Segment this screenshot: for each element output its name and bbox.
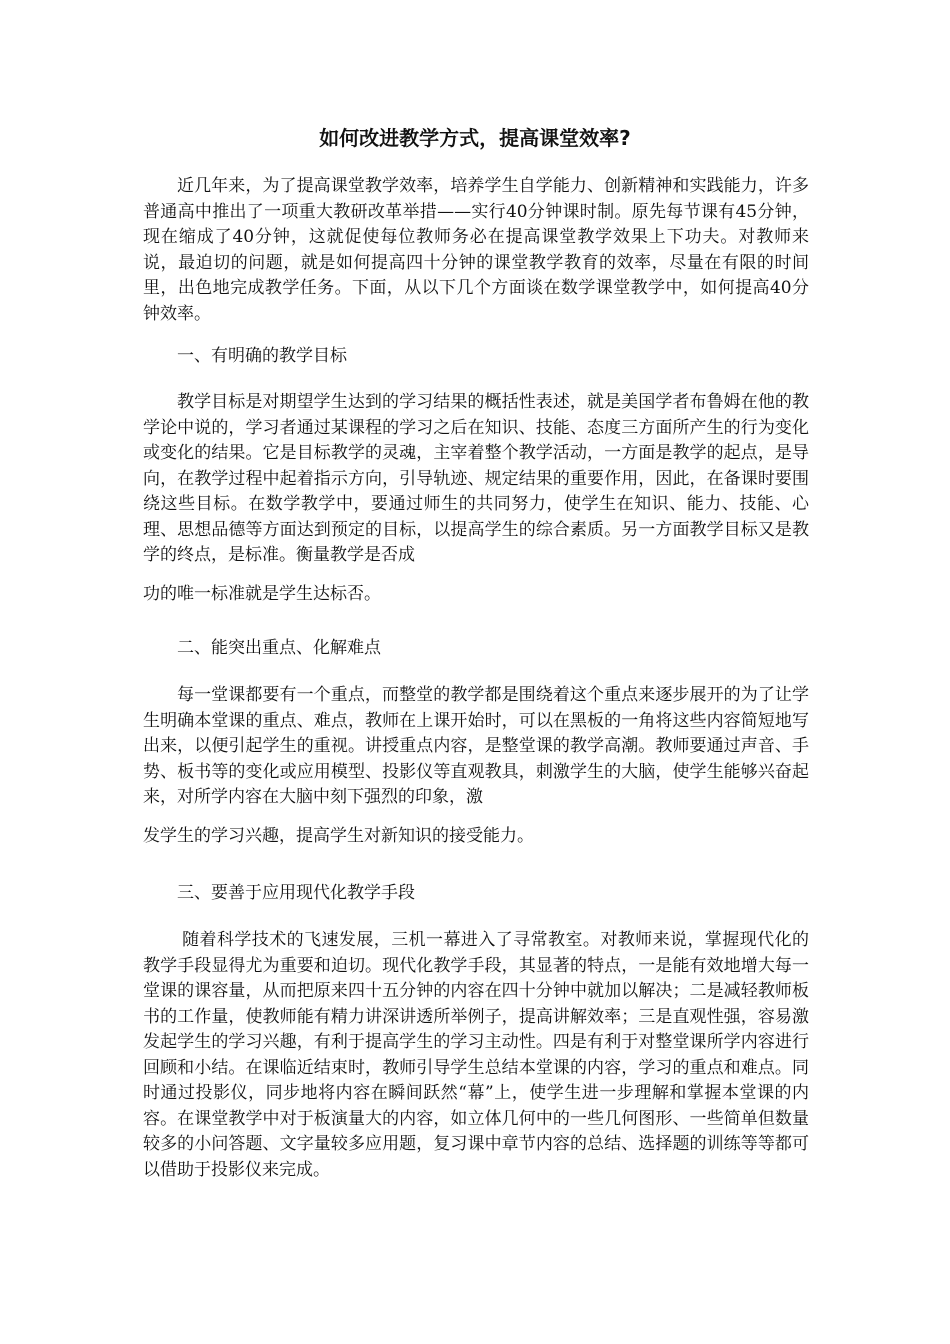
section-paragraph-3: 随着科学技术的飞速发展，三机一幕进入了寻常教室。对教师来说，掌握现代化的教学手段显得尤为重要和迫切。现代化教学手段，其显著的特点，一是能有效地增大每一堂课的课容量，从而把原来四十五分钟的内容在四十分钟中就加以解决；二是减轻教师板书的工作量，使教师能有精力讲深讲透所举例子，提高讲解效率；三是直观性强，容易激发起学生的学习兴趣，有利于提高学生的学习主动性。四是有利于对整堂课所学内容进行回顾和小结。在课临近结束时，教师引导学生总结本堂课的内容，学习的重点和难点。同时通过投影仪，同步地将内容在瞬间跃然“幕”上，使学生进一步理解和掌握本堂课的内容。在课堂教学中对于板演量大的内容，如立体几何中的一些几何图形、一些简单但数量较多的小问答题、文字量较多应用题，复习课中章节内容的总结、选择题的训练等等都可以借助于投影仪来完成。 [143, 930, 809, 1180]
page-title: 如何改进教学方式，提高课堂效率? [319, 126, 631, 150]
intro-paragraph: 近几年来，为了提高课堂教学效率，培养学生自学能力、创新精神和实践能力，许多普通高中推出了一项重大教研改革举措——实行40分钟课时制。原先每节课有45分钟，现在缩成了40分钟，这就促使每位教师务必在提高课堂教学效果上下功夫。对教师来说，最迫切的问题，就是如何提高四十分钟的课堂教学教育的效率，尽量在有限的时间里，出色地完成教学任务。下面，从以下几个方面谈在数学课堂教学中，如何提高40分钟效率。 [143, 176, 809, 324]
section-heading-3: 三、要善于应用现代化教学手段 [177, 883, 415, 903]
section-paragraph-2-body: 每一堂课都要有一个重点，而整堂的教学都是围绕着这个重点来逐步展开的为了让学生明确本堂课的重点、难点，教师在上课开始时，可以在黑板的一角将这些内容简短地写出来，以便引起学生的重视。讲授重点内容，是整堂课的教学高潮。教师要通过声音、手势、板书等的变化或应用模型、投影仪等直观教具，刺激学生的大脑，使学生能够兴奋起来，对所学内容在大脑中刻下强烈的印象，激 [143, 685, 809, 807]
section-heading-2: 二、能突出重点、化解难点 [177, 638, 381, 658]
section-paragraph-1-tail: 功的唯一标准就是学生达标否。 [143, 583, 381, 604]
section-paragraph-1-body: 教学目标是对期望学生达到的学习结果的概括性表述，就是美国学者布鲁姆在他的教学论中说的，学习者通过某课程的学习之后在知识、技能、态度三方面所产生的行为变化或变化的结果。它是目标教学的灵魂，主宰着整个教学活动，一方面是教学的起点，是导向，在教学过程中起着指示方向，引导轨迹、规定结果的重要作用，因此，在备课时要围绕这些目标。在数学教学中，要通过师生的共同努力，使学生在知识、能力、技能、心理、思想品德等方面达到预定的目标，以提高学生的综合素质。另一方面教学目标又是教学的终点，是标准。衡量教学是否成 [143, 392, 809, 565]
section-paragraph-2-tail: 发学生的学习兴趣，提高学生对新知识的接受能力。 [143, 825, 534, 846]
section-heading-1: 一、有明确的教学目标 [177, 346, 347, 366]
section-paragraph-2 [143, 683, 809, 849]
section-paragraph-1 [143, 390, 809, 607]
